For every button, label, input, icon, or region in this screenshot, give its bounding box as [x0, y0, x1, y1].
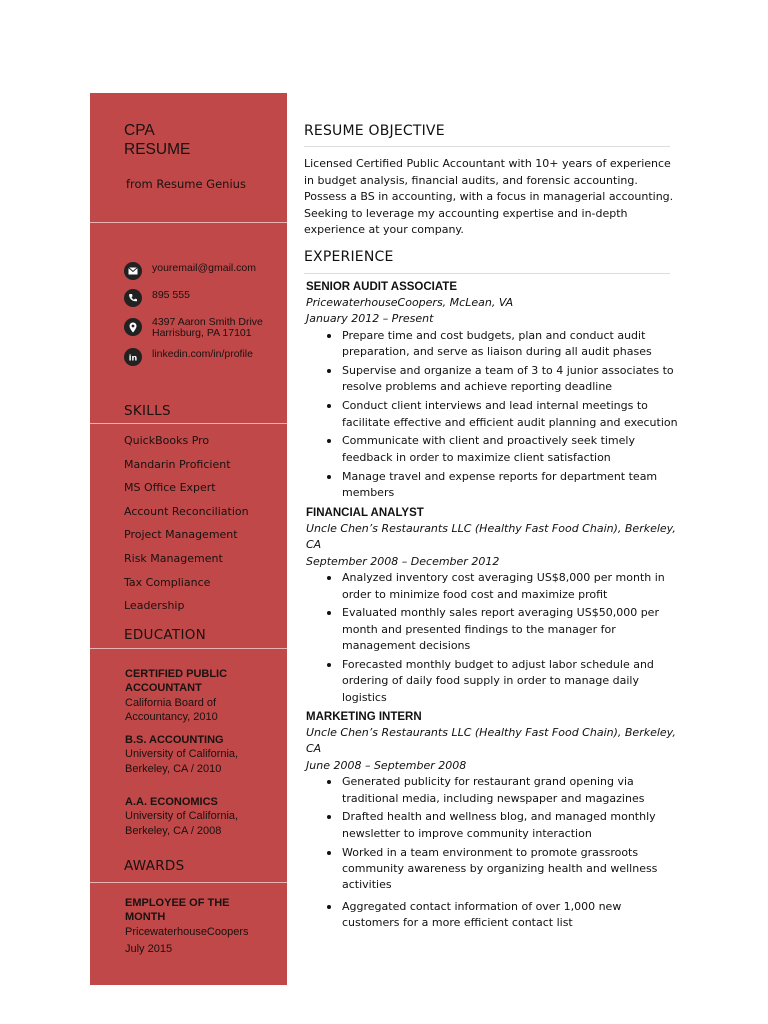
education-divider [90, 648, 287, 649]
skill-item: QuickBooks Pro [124, 434, 210, 447]
svg-text:in: in [128, 353, 138, 362]
skill-item: Account Reconciliation [124, 504, 249, 518]
job-dates: June 2008 – September 2008 [306, 758, 467, 772]
resume-title-line2: RESUME [124, 141, 191, 158]
resume-subtitle: from Resume Genius [126, 177, 246, 191]
resume-title [124, 121, 190, 159]
experience-heading: EXPERIENCE [304, 249, 394, 265]
award-title: EMPLOYEE OF THE MONTH [125, 897, 230, 924]
job-bullet: Drafted health and wellness blog, and managed monthly newsletter to improve community interaction [342, 809, 678, 842]
education-detail: California Board of Accountancy, 2010 [125, 696, 218, 723]
job-bullets [306, 328, 678, 502]
job-bullet: Forecasted monthly budget to adjust labor schedule and ordering of daily food supply in order to manage daily logistics [342, 657, 678, 706]
phone-icon [124, 289, 142, 307]
email-icon [124, 262, 142, 280]
job-bullets [306, 774, 678, 931]
education-heading: EDUCATION [124, 627, 207, 643]
skill-item: Leadership [124, 599, 185, 613]
education-item [125, 733, 260, 776]
skills-list [124, 434, 249, 623]
award-item [125, 896, 250, 956]
job-entry [306, 505, 678, 709]
skills-divider [90, 423, 287, 424]
award-date: July 2015 [125, 942, 173, 955]
sidebar [90, 93, 287, 985]
skill-item: Mandarin Proficient [124, 457, 231, 471]
job-bullet: Aggregated contact information of over 1,000 new customers for a more efficient contact list [342, 899, 678, 932]
job-bullet: Communicate with client and proactively seek timely feedback in order to maximize client satisfaction [342, 433, 678, 466]
education-item [125, 667, 255, 724]
job-bullet: Evaluated monthly sales report averaging US$50,000 per month and presented findings to the manager for management decisions [342, 605, 678, 654]
education-title: CERTIFIED PUBLIC ACCOUNTANT [125, 668, 228, 695]
job-title: MARKETING INTERN [306, 711, 422, 723]
education-title: A.A. ECONOMICS [125, 796, 218, 808]
education-title: B.S. ACCOUNTING [125, 734, 224, 746]
job-bullet: Analyzed inventory cost averaging US$8,000 per month in order to minimize food cost and maximize profit [342, 570, 678, 603]
awards-heading: AWARDS [124, 858, 185, 874]
job-bullet: Prepare time and cost budgets, plan and conduct audit preparation, and serve as liaison during all audit phases [342, 328, 678, 361]
job-bullets [306, 570, 678, 706]
resume-title-line1: CPA [124, 122, 155, 139]
award-org: PricewaterhouseCoopers [125, 925, 249, 938]
job-title: SENIOR AUDIT ASSOCIATE [306, 281, 457, 293]
experience-divider [304, 273, 670, 274]
education-detail: University of California, Berkeley, CA / 2010 [125, 748, 239, 775]
awards-divider [90, 882, 287, 883]
address-text: 4397 Aaron Smith Drive Harrisburg, PA 17101 [152, 316, 263, 339]
education-detail: University of California, Berkeley, CA / 2008 [125, 810, 239, 837]
job-bullet: Generated publicity for restaurant grand opening via traditional media, including newspaper and magazines [342, 774, 678, 807]
skills-heading: SKILLS [124, 403, 171, 419]
job-bullet: Worked in a team environment to promote grassroots community awareness by organizing health and wellness activities [342, 845, 678, 894]
job-bullet: Manage travel and expense reports for department team members [342, 469, 678, 502]
phone-text: 895 555 [152, 289, 190, 301]
skill-item: MS Office Expert [124, 481, 216, 495]
objective-text: Licensed Certified Public Accountant with 10+ years of experience in budget analysis, financial audits, and forensic accounting. Possess a BS in accounting, with a focus in managerial accounting. Seeking to leverage my accounting expertise and in-depth experience at your company. [304, 157, 674, 237]
skill-item: Risk Management [124, 551, 223, 565]
job-company: Uncle Chen’s Restaurants LLC (Healthy Fast Food Chain), Berkeley, CA [306, 522, 676, 552]
job-dates: January 2012 – Present [306, 312, 434, 326]
skill-item: Project Management [124, 528, 238, 542]
job-dates: September 2008 – December 2012 [306, 554, 500, 568]
job-title: FINANCIAL ANALYST [306, 507, 424, 519]
job-company: PricewaterhouseCoopers, McLean, VA [306, 296, 514, 309]
job-entry [306, 279, 678, 504]
location-pin-icon [124, 318, 142, 336]
job-company: Uncle Chen’s Restaurants LLC (Healthy Fast Food Chain), Berkeley, CA [306, 726, 676, 756]
sidebar-divider [90, 222, 287, 223]
skill-item: Tax Compliance [124, 575, 211, 589]
email-text: youremail@gmail.com [152, 262, 257, 274]
job-bullet: Conduct client interviews and lead internal meetings to facilitate effective and efficient audit planning and execution [342, 398, 678, 431]
education-item [125, 795, 260, 838]
objective-heading: RESUME OBJECTIVE [304, 123, 445, 139]
linkedin-icon [124, 348, 142, 366]
job-bullet: Supervise and organize a team of 3 to 4 junior associates to resolve problems and achieve reporting deadline [342, 363, 678, 396]
objective-divider [304, 146, 670, 147]
linkedin-text: linkedin.com/in/profile [152, 348, 253, 360]
job-entry [306, 709, 678, 934]
